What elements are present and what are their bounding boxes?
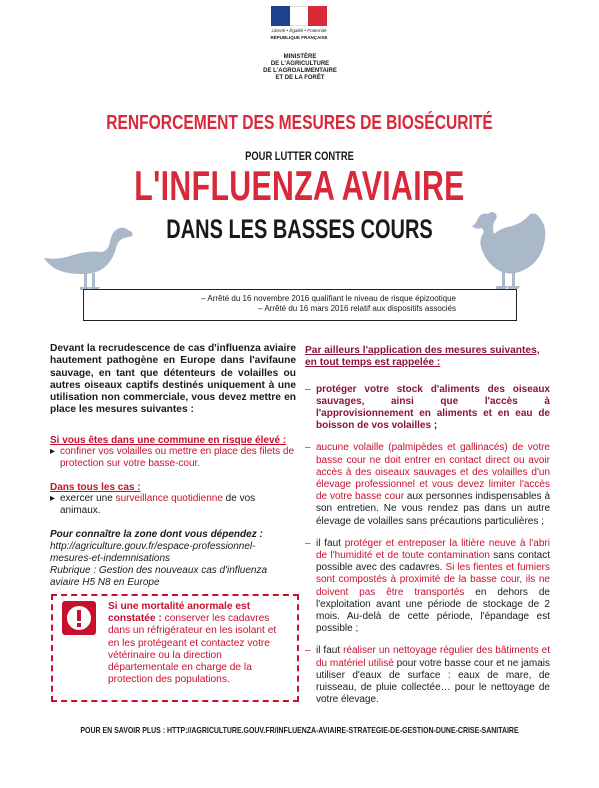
- zone-url[interactable]: http://agriculture.gouv.fr/espace-professionnel-mesures-et-indemnisations: [50, 540, 256, 564]
- dash-bullet-icon: –: [305, 383, 311, 395]
- all-cases-pre: exercer une: [60, 492, 116, 504]
- intro-text: Devant la recrudescence de cas d'influenza aviaire hautement pathogène en Europe dans l'avifaune sauvage, en tant que détenteurs de volailles ou autres oiseaux captifs destinés uniquement à une utilisation non commerciale, vous devez mettre en place les mesures suivantes :: [50, 343, 296, 416]
- measure-text: [316, 384, 550, 433]
- measures-list: [305, 384, 550, 707]
- all-cases-post: de vos animaux.: [60, 492, 256, 516]
- alert-bold: Si une mortalité anormale est constatée :: [108, 601, 251, 625]
- dash-bullet-icon: –: [305, 442, 311, 454]
- title-line1: RENFORCEMENT DES MESURES DE BIOSÉCURITÉ: [106, 112, 493, 134]
- title-line4: DANS LES BASSES COURS: [166, 214, 433, 244]
- measure-text: [316, 538, 550, 636]
- risk-bullet: [50, 446, 296, 470]
- risk-bullet-text: confiner vos volailles ou mettre en place des filets de protection sur votre basse-cour.: [60, 445, 295, 469]
- republic-label: RÉPUBLIQUE FRANÇAISE: [270, 35, 328, 40]
- measure-text-part: il faut: [316, 645, 344, 657]
- measure-text-part: ;: [431, 420, 438, 432]
- all-cases-bullet: [50, 493, 296, 517]
- risk-heading: Si vous êtes dans une commune en risque élevé :: [50, 434, 287, 446]
- measure-item: [305, 442, 550, 527]
- measure-text-part: il faut: [316, 537, 345, 549]
- decrees-box: [83, 289, 517, 321]
- measure-item: [305, 538, 550, 636]
- dash-bullet-icon: –: [305, 537, 311, 549]
- measure-text: [316, 442, 550, 527]
- ministry-name: [250, 54, 350, 82]
- measure-item: [305, 384, 550, 433]
- zone-rubric: Rubrique : Gestion des nouveaux cas d'influenza aviaire H5 N8 en Europe: [50, 564, 268, 588]
- triangle-bullet-icon: ▸: [50, 445, 56, 457]
- warning-icon: [62, 601, 96, 635]
- measure-text-part: sans contact possible avec des cadavres.: [316, 550, 550, 574]
- triangle-bullet-icon: ▸: [50, 492, 56, 504]
- right-heading: Par ailleurs l'application des mesures suivantes, en tout temps est rappelée :: [305, 345, 540, 369]
- alert-body: conserver les cadavres dans un réfrigérateur en les isolant et en les protégeant et contactez votre vétérinaire ou la direction départementale en charge de la protection des populations.: [108, 613, 277, 686]
- measure-text-part: Si les fientes et fumiers sont compostés à proximité de la basse cour, ils ne doivent pas être transportés: [316, 562, 550, 598]
- zone-heading: Pour connaître la zone dont vous dépendez :: [50, 528, 263, 540]
- all-cases-heading: Dans tous les cas :: [50, 481, 141, 493]
- ministry-line: DE L'AGRICULTURE: [270, 61, 330, 67]
- measure-text-part: protéger votre stock d'aliments des oiseaux sauvages, ainsi que l'accès à l'approvisionnement en aliments et en eau de boisson de vos volailles: [316, 383, 550, 432]
- measure-text-part: protéger et entreposer la litière neuve à l'abri de l'humidité et de toute contamination: [316, 537, 550, 562]
- flag-icon: [271, 6, 327, 26]
- ministry-line: DE L'AGROALIMENTAIRE: [263, 68, 337, 74]
- alert-text: [108, 601, 290, 686]
- decree-line: – Arrêté du 16 mars 2016 relatif aux dispositifs associés: [258, 304, 456, 313]
- measure-text-part: réaliser un nettoyage régulier des bâtiments et du matériel utilisé: [316, 645, 550, 669]
- measure-text: [316, 645, 550, 706]
- ministry-line: MINISTÈRE: [283, 54, 317, 60]
- surveillance-highlight: surveillance quotidienne: [115, 492, 223, 504]
- left-column: [50, 343, 296, 589]
- measure-text-part: en dehors de l'exploitation avant une période de stockage de 2 mois. Au-delà de cette période, l'épandage est possible ;: [316, 586, 550, 635]
- footer-label: POUR EN SAVOIR PLUS :: [80, 725, 168, 735]
- footer-url[interactable]: HTTP://AGRICULTURE.GOUV.FR/INFLUENZA-AVIAIRE-STRATEGIE-DE-GESTION-DUNE-CRISE-SANITAIRE: [167, 725, 519, 735]
- measure-item: [305, 645, 550, 706]
- decree-line: – Arrêté du 16 novembre 2016 qualifiant le niveau de risque épizootique: [201, 294, 456, 303]
- measure-text-part: aucune volaille (palmipèdes et gallinacés) de votre basse cour ne doit entrer en contact direct ou avoir accès à des oiseaux sauvages et des volailles d'un élevage professionnel et vous devez limiter l'accès de votre basse cour: [316, 442, 550, 503]
- all-cases-bullet-text: [60, 493, 296, 517]
- right-column: [305, 345, 550, 716]
- duck-icon: [44, 222, 136, 294]
- title-line3: L'INFLUENZA AVIAIRE: [134, 162, 465, 209]
- ministry-line: ET DE LA FORÊT: [275, 75, 325, 81]
- dash-bullet-icon: –: [305, 645, 311, 657]
- hen-icon: [468, 208, 550, 292]
- title-line2: POUR LUTTER CONTRE: [245, 149, 354, 163]
- motto: Liberté • Égalité • Fraternité: [271, 28, 327, 33]
- measure-text-part: aux personnes indispensables à son entretien. Ne vous rendez pas dans un autre élevage de volailles sans précautions particulières ;: [316, 491, 551, 527]
- measure-text-part: pour votre basse cour et ne jamais utiliser d'eaux de surface : eaux de mare, de ruisseau, de pluie collectée… pour le nettoyage de votre élevage.: [316, 657, 551, 706]
- footer-link: [54, 725, 545, 735]
- marianne-logo: [267, 4, 331, 50]
